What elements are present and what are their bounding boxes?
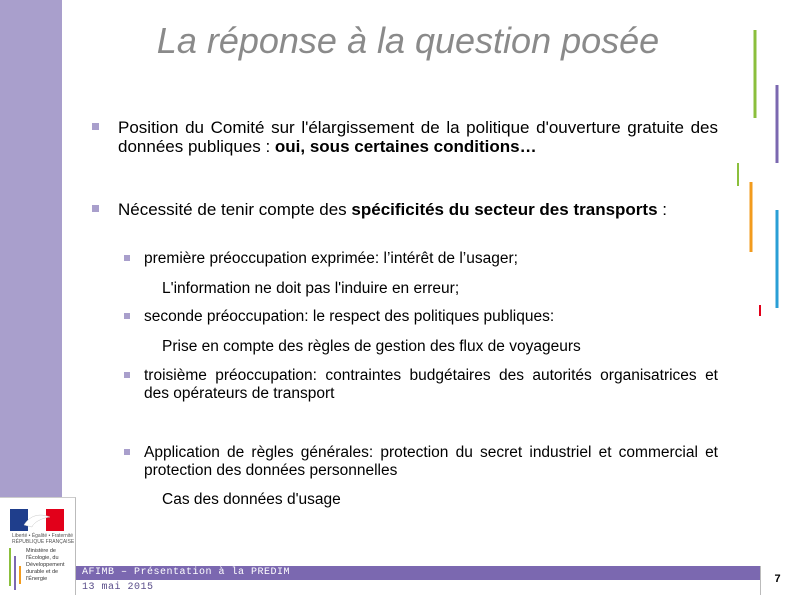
footer-date: 13 mai 2015 [82, 582, 154, 593]
bullet-tail: : [657, 200, 667, 219]
bullet-necessite [118, 200, 718, 219]
bullet-square-icon [124, 255, 130, 261]
logo-motto: Liberté • Égalité • Fraternité [12, 533, 74, 539]
marianne-flag-icon [10, 509, 64, 531]
note-usage: Cas des données d'usage [162, 491, 341, 508]
bullet-emphasis-2: transports [573, 200, 658, 219]
bullet-square-icon [124, 449, 130, 455]
logo-ministry-name: Ministère de l'Écologie, du Développement durable et de l'Énergie [26, 548, 65, 582]
subbullet-text: Application de règles générales: protection du secret industriel et commercial et protection des données personnelles [144, 444, 718, 479]
slide-title: La réponse à la question posée [156, 20, 660, 61]
footer-presentation-title: AFIMB – Présentation à la PREDIM [82, 567, 291, 578]
bullet-emphasis: oui, sous certaines conditions… [274, 137, 537, 156]
bullet-square-icon [124, 372, 130, 378]
ministry-logo [0, 497, 76, 595]
subbullet-text: seconde préoccupation: le respect des politiques publiques: [144, 308, 555, 325]
bullet-square-icon [92, 205, 99, 212]
logo-country: RÉPUBLIQUE FRANÇAISE [12, 539, 75, 545]
bullet-emphasis: spécificités du secteur des [351, 200, 569, 219]
logo-color-lines [6, 546, 26, 592]
bullet-square-icon [124, 313, 130, 319]
bullet-position-comite [118, 118, 718, 156]
subbullet-troisieme [144, 367, 718, 403]
subbullet-seconde [144, 308, 718, 326]
note-flux: Prise en compte des règles de gestion des flux de voyageurs [162, 338, 581, 355]
subbullet-premiere [144, 250, 718, 268]
bullet-square-icon [92, 123, 99, 130]
note-usager: L'information ne doit pas l'induire en erreur; [162, 280, 460, 297]
bullet-text: Position du Comité sur l'élargissement de la politique d'ouverture gratuite des données publiques : [118, 118, 718, 156]
bullet-text: Nécessité de tenir compte des [118, 200, 352, 219]
subbullet-text: troisième préoccupation: contraintes budgétaires des autorités organisatrices et des opérateurs de transport [144, 367, 718, 402]
subbullet-application [144, 444, 718, 480]
page-number: 7 [760, 566, 794, 595]
subbullet-text: première préoccupation exprimée: l’intérêt de l’usager; [144, 250, 518, 267]
